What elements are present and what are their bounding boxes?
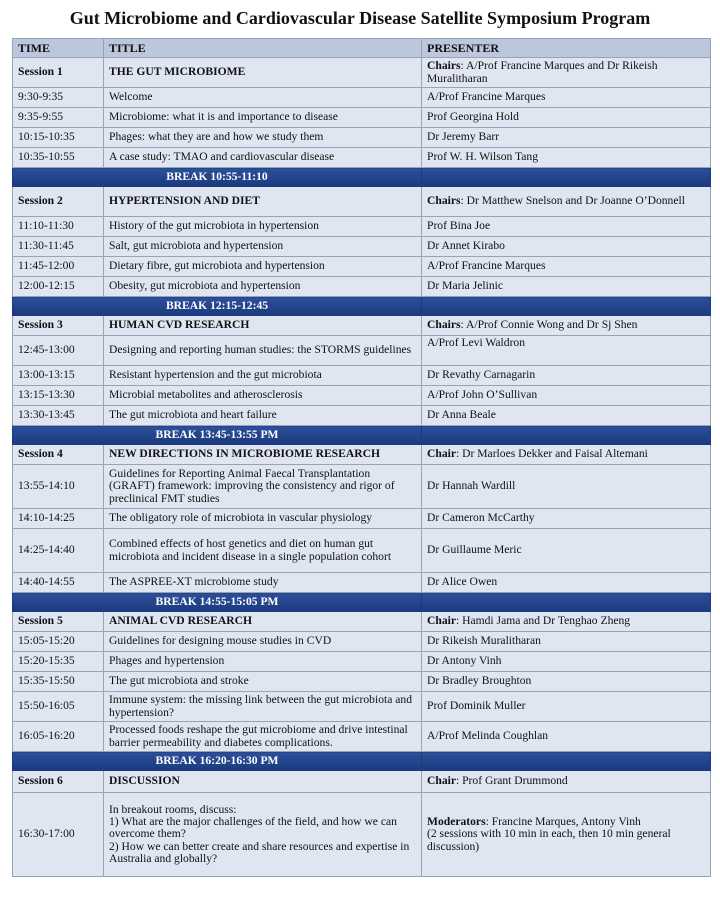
talk-presenter: Dr Guillaume Meric [422, 529, 711, 573]
break-row [13, 426, 711, 445]
break-label: BREAK 16:20-16:30 PM [13, 752, 422, 771]
session-label: Session 3 [13, 316, 104, 336]
talk-presenter: Dr Maria Jelinic [422, 277, 711, 297]
talk-presenter: A/Prof John O’Sullivan [422, 386, 711, 406]
break-label: BREAK 14:55-15:05 PM [13, 593, 422, 612]
session-row [13, 771, 711, 793]
session-name: THE GUT MICROBIOME [104, 58, 422, 88]
talk-title: Guidelines for Reporting Animal Faecal Transplantation (GRAFT) framework: improving the consistency and rigor of preclinical FMT studies [104, 465, 422, 509]
program-table [12, 38, 711, 877]
talk-presenter: Dr Cameron McCarthy [422, 509, 711, 529]
talk-time: 10:35-10:55 [13, 148, 104, 168]
talk-presenter: Dr Rikeish Muralitharan [422, 632, 711, 652]
talk-time: 10:15-10:35 [13, 128, 104, 148]
table-row [13, 509, 711, 529]
session-name: ANIMAL CVD RESEARCH [104, 612, 422, 632]
table-row [13, 692, 711, 722]
session-name: HUMAN CVD RESEARCH [104, 316, 422, 336]
break-blank [422, 168, 711, 187]
break-blank [422, 426, 711, 445]
table-row [13, 108, 711, 128]
break-blank [422, 752, 711, 771]
table-row [13, 237, 711, 257]
session-row [13, 316, 711, 336]
session-row [13, 58, 711, 88]
talk-time: 13:15-13:30 [13, 386, 104, 406]
session-label: Session 1 [13, 58, 104, 88]
talk-title: History of the gut microbiota in hypertension [104, 217, 422, 237]
talk-presenter: Dr Hannah Wardill [422, 465, 711, 509]
chairs-names: : Dr Marloes Dekker and Faisal Altemani [455, 447, 648, 461]
session-row [13, 187, 711, 217]
session-name: DISCUSSION [104, 771, 422, 793]
talk-presenter: Prof Dominik Muller [422, 692, 711, 722]
table-row [13, 88, 711, 108]
talk-title: Phages: what they are and how we study them [104, 128, 422, 148]
table-row [13, 336, 711, 366]
talk-time: 9:35-9:55 [13, 108, 104, 128]
chairs-names: : A/Prof Francine Marques and Dr Rikeish Muralitharan [427, 59, 658, 85]
chairs-label: Chair [427, 447, 456, 461]
talk-title: Designing and reporting human studies: the STORMS guidelines [104, 336, 422, 366]
talk-presenter: Dr Jeremy Barr [422, 128, 711, 148]
talk-time: 12:45-13:00 [13, 336, 104, 366]
talk-title: Combined effects of host genetics and diet on human gut microbiota and incident disease in a single population cohort [104, 529, 422, 573]
talk-presenter: Dr Alice Owen [422, 573, 711, 593]
chairs-names: : Prof Grant Drummond [455, 774, 568, 788]
talk-title: Welcome [104, 88, 422, 108]
session-chairs [422, 771, 711, 793]
chairs-names: : Hamdi Jama and Dr Tenghao Zheng [455, 614, 631, 628]
talk-presenter: A/Prof Melinda Coughlan [422, 722, 711, 752]
document-title: Gut Microbiome and Cardiovascular Disease Satellite Symposium Program [69, 8, 651, 28]
talk-presenter: Dr Annet Kirabo [422, 237, 711, 257]
chairs-label: Chair [427, 774, 456, 788]
talk-presenter: Dr Revathy Carnagarin [422, 366, 711, 386]
chairs-names: : Dr Matthew Snelson and Dr Joanne O’Donnell [460, 194, 685, 208]
talk-time: 14:25-14:40 [13, 529, 104, 573]
session-label: Session 6 [13, 771, 104, 793]
talk-title: The gut microbiota and stroke [104, 672, 422, 692]
discussion-prompts [104, 793, 422, 877]
break-row [13, 168, 711, 187]
talk-title: Microbial metabolites and atherosclerosis [104, 386, 422, 406]
discussion-moderators [422, 793, 711, 877]
talk-time: 15:50-16:05 [13, 692, 104, 722]
talk-time: 15:05-15:20 [13, 632, 104, 652]
chairs-label: Chairs [427, 194, 461, 208]
table-row [13, 257, 711, 277]
talk-presenter: Prof Bina Joe [422, 217, 711, 237]
talk-title: Resistant hypertension and the gut microbiota [104, 366, 422, 386]
session-name: NEW DIRECTIONS IN MICROBIOME RESEARCH [104, 445, 422, 465]
talk-title: Immune system: the missing link between the gut microbiota and hypertension? [104, 692, 422, 722]
table-row [13, 217, 711, 237]
table-row [13, 672, 711, 692]
talk-time: 12:00-12:15 [13, 277, 104, 297]
break-blank [422, 297, 711, 316]
table-row [13, 148, 711, 168]
talk-presenter: Dr Bradley Broughton [422, 672, 711, 692]
talk-time: 11:10-11:30 [13, 217, 104, 237]
discussion-question: 2) How we can better create and share resources and expertise in Australia and globally? [109, 839, 410, 865]
talk-title: The obligatory role of microbiota in vascular physiology [104, 509, 422, 529]
table-row [13, 465, 711, 509]
talk-title: Microbiome: what it is and importance to disease [104, 108, 422, 128]
talk-presenter: Dr Antony Vinh [422, 652, 711, 672]
session-chairs [422, 187, 711, 217]
talk-time: 13:30-13:45 [13, 406, 104, 426]
talk-title: The ASPREE-XT microbiome study [104, 573, 422, 593]
session-name: HYPERTENSION AND DIET [104, 187, 422, 217]
break-row [13, 752, 711, 771]
table-row [13, 529, 711, 573]
talk-time: 16:05-16:20 [13, 722, 104, 752]
header-presenter: PRESENTER [422, 39, 711, 58]
talk-title: Phages and hypertension [104, 652, 422, 672]
talk-title: The gut microbiota and heart failure [104, 406, 422, 426]
break-label: BREAK 13:45-13:55 PM [13, 426, 422, 445]
break-row [13, 593, 711, 612]
chairs-label: Chairs [427, 318, 461, 332]
table-row [13, 386, 711, 406]
talk-presenter: Prof Georgina Hold [422, 108, 711, 128]
header-time: TIME [13, 39, 104, 58]
header-title: TITLE [104, 39, 422, 58]
session-row [13, 612, 711, 632]
moderators-note: (2 sessions with 10 min in each, then 10 min general discussion) [427, 827, 671, 853]
talk-presenter: A/Prof Levi Waldron [422, 336, 711, 366]
table-row [13, 366, 711, 386]
table-row [13, 573, 711, 593]
break-blank [422, 593, 711, 612]
talk-presenter: Prof W. H. Wilson Tang [422, 148, 711, 168]
table-header-row [13, 39, 711, 58]
talk-title: Salt, gut microbiota and hypertension [104, 237, 422, 257]
session-row [13, 445, 711, 465]
talk-title: Obesity, gut microbiota and hypertension [104, 277, 422, 297]
moderators-names: : Francine Marques, Antony Vinh [485, 815, 641, 829]
chairs-label: Chairs [427, 59, 461, 73]
talk-title: A case study: TMAO and cardiovascular disease [104, 148, 422, 168]
discussion-intro: In breakout rooms, discuss: [109, 803, 237, 817]
talk-time: 14:10-14:25 [13, 509, 104, 529]
table-row [13, 793, 711, 877]
break-label: BREAK 10:55-11:10 [13, 168, 422, 187]
talk-title: Processed foods reshape the gut microbiome and drive intestinal barrier permeability and diabetes complications. [104, 722, 422, 752]
discussion-question: 1) What are the major challenges of the field, and how we can overcome them? [109, 815, 397, 841]
table-row [13, 406, 711, 426]
break-row [13, 297, 711, 316]
moderators-label: Moderators [427, 815, 486, 829]
break-label: BREAK 12:15-12:45 [13, 297, 422, 316]
chairs-names: : A/Prof Connie Wong and Dr Sj Shen [460, 318, 638, 332]
talk-title: Dietary fibre, gut microbiota and hypertension [104, 257, 422, 277]
chairs-label: Chair [427, 614, 456, 628]
session-label: Session 2 [13, 187, 104, 217]
talk-title: Guidelines for designing mouse studies in CVD [104, 632, 422, 652]
session-label: Session 5 [13, 612, 104, 632]
table-row [13, 722, 711, 752]
talk-time: 11:30-11:45 [13, 237, 104, 257]
talk-time: 11:45-12:00 [13, 257, 104, 277]
talk-presenter: A/Prof Francine Marques [422, 257, 711, 277]
talk-time: 13:00-13:15 [13, 366, 104, 386]
talk-presenter: Dr Anna Beale [422, 406, 711, 426]
session-label: Session 4 [13, 445, 104, 465]
talk-time: 15:20-15:35 [13, 652, 104, 672]
talk-time: 14:40-14:55 [13, 573, 104, 593]
talk-presenter: A/Prof Francine Marques [422, 88, 711, 108]
talk-time: 16:30-17:00 [13, 793, 104, 877]
table-row [13, 632, 711, 652]
session-chairs [422, 445, 711, 465]
talk-time: 15:35-15:50 [13, 672, 104, 692]
talk-time: 13:55-14:10 [13, 465, 104, 509]
session-chairs [422, 612, 711, 632]
table-row [13, 128, 711, 148]
talk-time: 9:30-9:35 [13, 88, 104, 108]
session-chairs [422, 58, 711, 88]
session-chairs [422, 316, 711, 336]
table-row [13, 652, 711, 672]
table-row [13, 277, 711, 297]
